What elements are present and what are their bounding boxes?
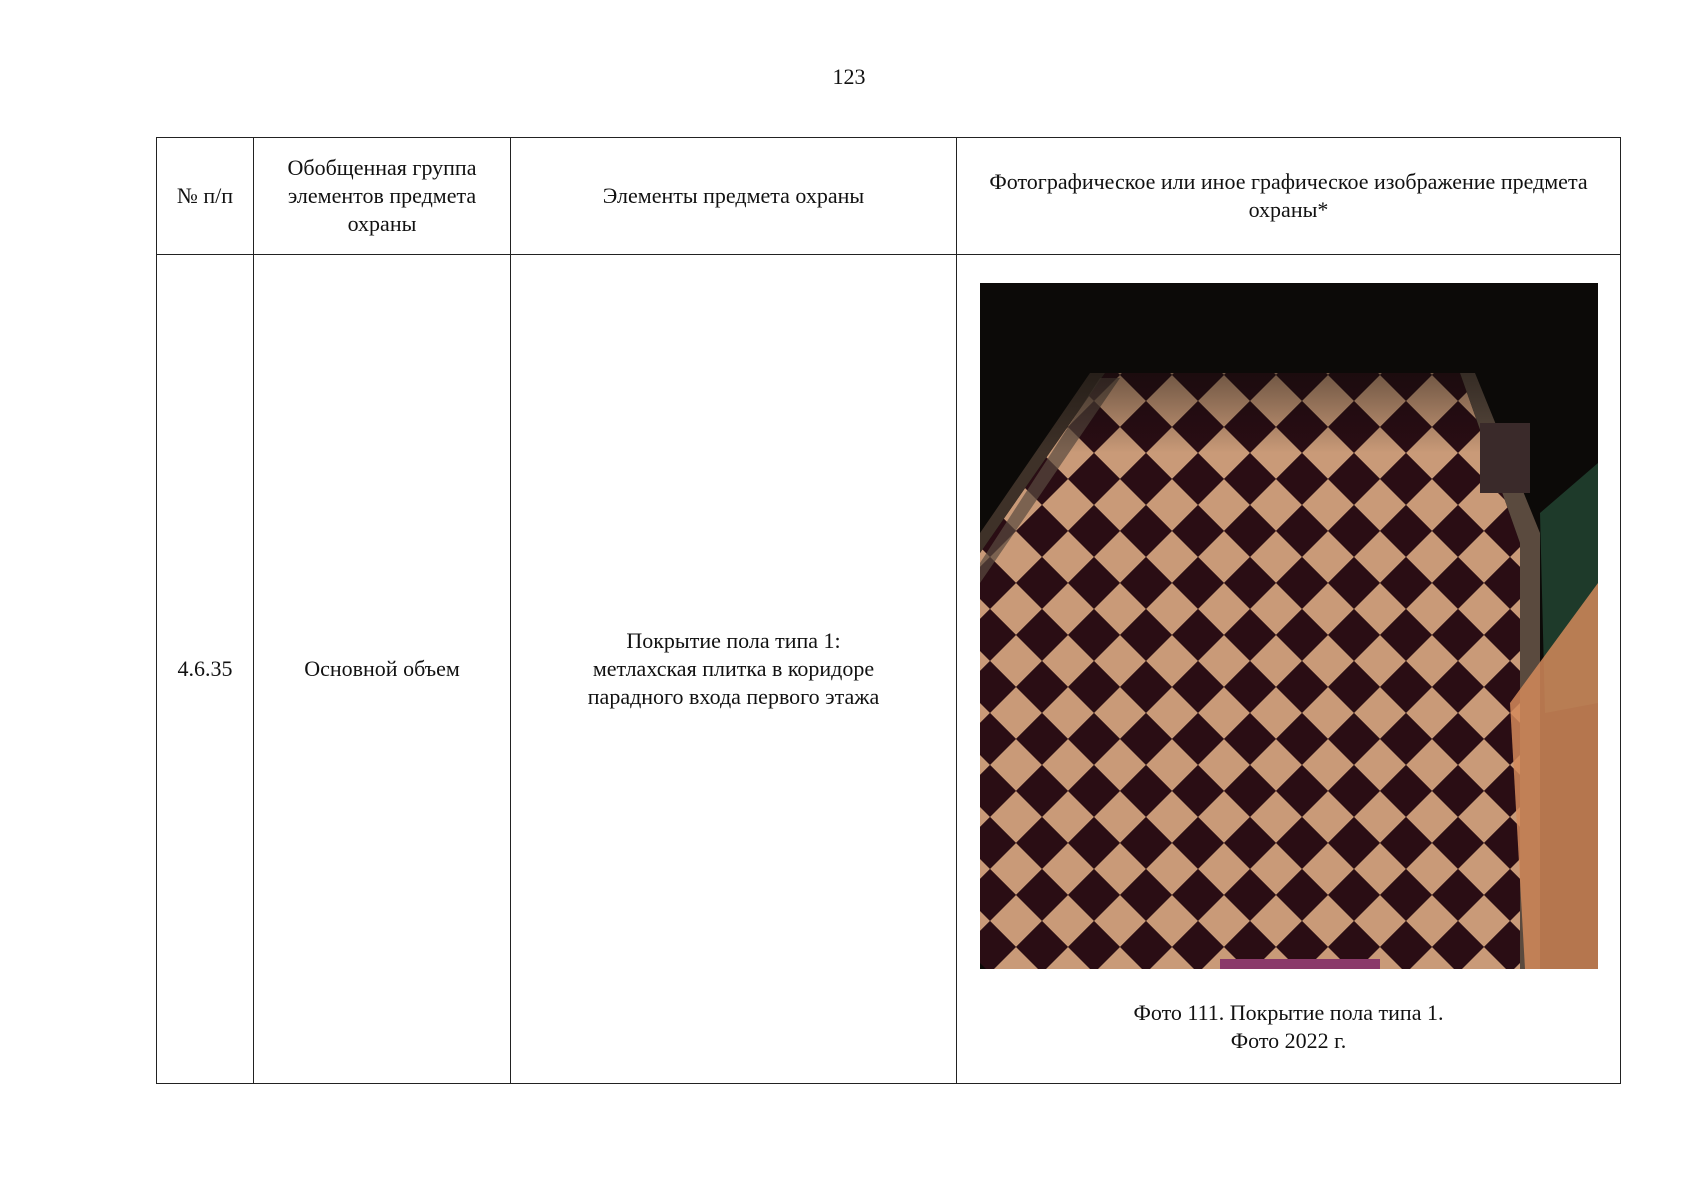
row-photo-cell	[957, 255, 1621, 1084]
header-group: Обобщенная группа элементов предмета охраны	[254, 138, 511, 255]
element-line-2: метлахская плитка в коридоре	[592, 656, 875, 681]
header-elements: Элементы предмета охраны	[511, 138, 957, 255]
table-header-row	[157, 138, 1621, 255]
photo-caption-line-2: Фото 2022 г.	[1230, 1028, 1347, 1053]
protection-table	[156, 137, 1621, 1084]
floor-tile-photo	[980, 283, 1598, 969]
row-element	[511, 255, 957, 1084]
bottom-rug	[1220, 959, 1380, 969]
table-row	[157, 255, 1621, 1084]
page-number: 123	[832, 64, 866, 89]
photo-caption-line-1: Фото 111. Покрытие пола типа 1.	[1133, 1000, 1444, 1025]
floor-mat	[1480, 423, 1530, 493]
floor-tile-photo-image	[980, 283, 1598, 969]
header-number: № п/п	[157, 138, 254, 255]
row-group: Основной объем	[254, 255, 511, 1084]
element-line-1: Покрытие пола типа 1:	[626, 628, 841, 653]
photo-caption	[957, 999, 1620, 1055]
header-photo: Фотографическое или иное графическое изображение предмета охраны*	[957, 138, 1621, 255]
element-line-3: парадного входа первого этажа	[587, 684, 880, 709]
row-number: 4.6.35	[157, 255, 254, 1084]
